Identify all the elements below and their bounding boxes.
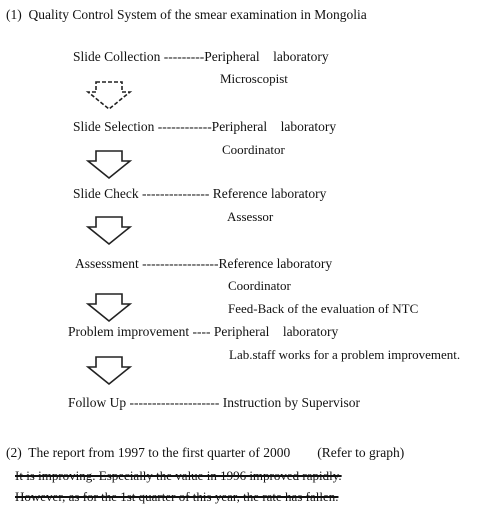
struck-note-line-1: It is improving. Especially the value in 1996 improved rapidly. <box>15 468 342 483</box>
flow-arrow-icon <box>86 354 132 386</box>
flow-arrow-icon <box>86 148 132 180</box>
section-1-title: (1) Quality Control System of the smear examination in Mongolia <box>6 7 367 22</box>
step-follow-up: Follow Up -------------------- Instruction by Supervisor <box>68 395 361 410</box>
step-assessment: Assessment -----------------Reference laboratory <box>75 256 333 271</box>
step-slide-check: Slide Check --------------- Reference laboratory <box>73 186 327 201</box>
role-lab-staff: Lab.staff works for a problem improvement. <box>229 347 461 362</box>
section-2-heading: (2) The report from 1997 to the first quarter of 2000 (Refer to graph) <box>6 445 405 460</box>
flow-arrow-icon <box>86 291 132 323</box>
flow-arrow-icon-dashed <box>86 79 132 111</box>
struck-note-line-2: However, as for the 1st quarter of this year, the rate has fallen. <box>15 489 339 504</box>
step-slide-selection: Slide Selection ------------Peripheral laboratory <box>73 119 337 134</box>
role-coordinator-ref: Coordinator <box>228 278 291 293</box>
role-microscopist: Microscopist <box>220 71 288 86</box>
role-coordinator: Coordinator <box>222 142 285 157</box>
role-assessor: Assessor <box>227 209 274 224</box>
step-slide-collection: Slide Collection ---------Peripheral laboratory <box>73 49 329 64</box>
step-problem-improvement: Problem improvement ---- Peripheral laboratory <box>68 324 339 339</box>
role-feedback-ntc: Feed-Back of the evaluation of NTC <box>228 301 419 316</box>
flow-arrow-icon <box>86 214 132 246</box>
